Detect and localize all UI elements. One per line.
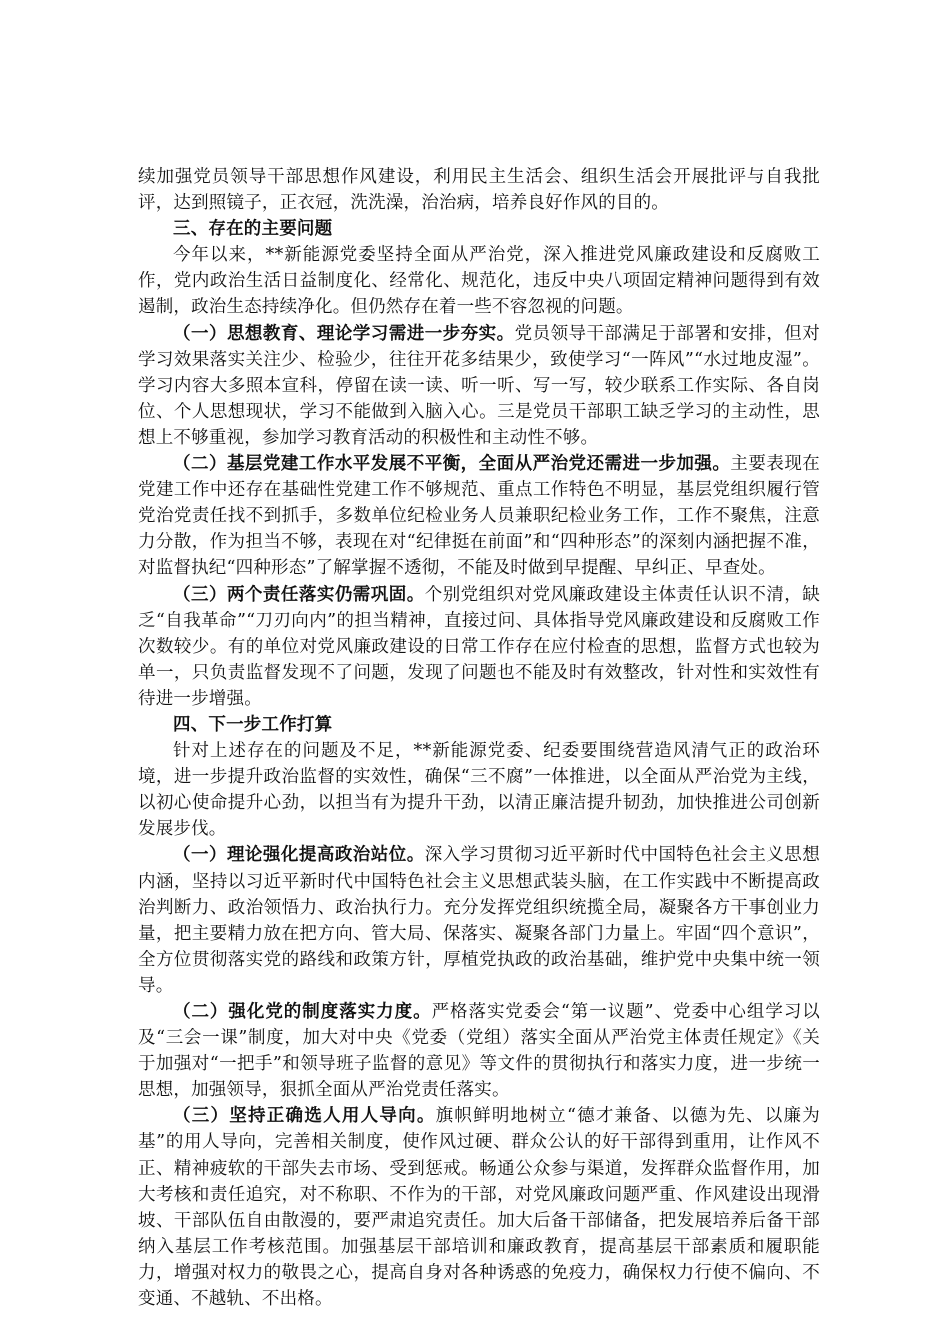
paragraph-plan-1 [138, 842, 820, 999]
subheading-problem-2: （二）基层党建工作水平发展不平衡，全面从严治党还需进一步加强。 [173, 454, 731, 475]
paragraph-problem-3 [138, 582, 820, 712]
subheading-problem-3: （三）两个责任落实仍需巩固。 [173, 584, 425, 605]
paragraph-problems-intro: 今年以来，**新能源党委坚持全面从严治党，深入推进党风廉政建设和反腐败工作，党内政治生活日益制度化、经常化、规范化，违反中央八项固定精神问题得到有效遏制，政治生态持续净化。但仍然存在着一些不容忽视的问题。 [138, 245, 820, 318]
paragraph-plan-3 [138, 1103, 820, 1312]
subheading-problem-1: （一）思想教育、理论学习需进一步夯实。 [173, 323, 515, 344]
paragraph-next-steps-intro: 针对上述存在的问题及不足，**新能源党委、纪委要围绕营造风清气正的政治环境，进一步提升政治监督的实效性，确保“三不腐”一体推进，以全面从严治党为主线，以初心使命提升心劲，以担当有为提升干劲，以清正廉洁提升韧劲，加快推进公司创新发展步伐。 [138, 741, 820, 840]
section-heading-next-steps: 四、下一步工作打算 [173, 714, 333, 735]
paragraph-problem-1 [138, 321, 820, 451]
paragraph-problem-3-text: 个别党组织对党风廉政建设主体责任认识不清，缺乏“自我革命”“刀刃向内”的担当精神，直接过问、具体指导党风廉政建设和反腐败工作次数较少。有的单位对党风廉政建设的日常工作存在应付检查的思想，监督方式也较为单一，只负责监督发现不了问题，发现了问题也不能及时有效整改，针对性和实效性有待进一步增强。 [138, 584, 820, 709]
paragraph-plan-1-text: 深入学习贯彻习近平新时代中国特色社会主义思想内涵，坚持以习近平新时代中国特色社会主义思想武装头脑，在工作实践中不断提高政治判断力、政治领悟力、政治执行力。充分发挥党组织统揽全局，凝聚各方干事创业力量，把主要精力放在把方向、管大局、保落实、凝聚各部门力量上。牢固“四个意识”，全方位贯彻落实党的路线和政策方针，厚植党执政的政治基础，维护党中央集中统一领导。 [138, 845, 820, 996]
paragraph-continuation: 续加强党员领导干部思想作风建设，利用民主生活会、组织生活会开展批评与自我批评，达到照镜子，正衣冠，洗洗澡，治治病，培养良好作风的目的。 [138, 167, 820, 214]
paragraph-problem-1-text: 党员领导干部满足于部署和安排，但对学习效果落实关注少、检验少，往往开花多结果少，致使学习“一阵风”“水过地皮湿”。学习内容大多照本宣科，停留在读一读、听一听、写一写，较少联系工作实际、各自岗位、个人思想现状，学习不能做到入脑入心。三是党员干部职工缺乏学习的主动性，思想上不够重视，参加学习教育活动的积极性和主动性不够。 [138, 323, 820, 448]
paragraph-plan-2 [138, 999, 820, 1103]
paragraph-plan-3-text: 旗帜鲜明地树立“德才兼备、以德为先、以廉为基”的用人导向，完善相关制度，使作风过硬、群众公认的好干部得到重用，让作风不正、精神疲软的干部失去市场、受到惩戒。畅通公众参与渠道，发挥群众监督作用，加大考核和责任追究，对不称职、不作为的干部，对党风廉政问题严重、作风建设出现滑坡、干部队伍自由散漫的，要严肃追究责任。加大后备干部储备，把发展培养后备干部纳入基层工作考核范围。加强基层干部培训和廉政教育，提高基层干部素质和履职能力，增强对权力的敬畏之心，提高自身对各种诱惑的免疫力，确保权力行使不偏向、不变通、不越轨、不出格。 [138, 1106, 820, 1310]
subheading-plan-3: （三）坚持正确选人用人导向。 [173, 1106, 436, 1127]
subheading-plan-2: （二）强化党的制度落实力度。 [173, 1002, 432, 1022]
section-heading-problems: 三、存在的主要问题 [173, 219, 333, 240]
paragraph-problem-2-text: 主要表现在党建工作中还存在基础性党建工作不够规范、重点工作特色不明显，基层党组织履行管党治党责任找不到抓手，多数单位纪检业务人员兼职纪检业务工作，工作不聚焦，注意力分散，作为担当不够，表现在对“纪律挺在前面”和“四种形态”的深刻内涵把握不准，对监督执纪“四种形态”了解掌握不透彻，不能及时做到早提醒、早纠正、早查处。 [138, 454, 820, 579]
document-body [138, 164, 820, 1312]
paragraph-plan-2-text: 严格落实党委会“第一议题”、党委中心组学习以及“三会一课”制度，加大对中央《党委（党组）落实全面从严治党主体责任规定》《关于加强对“一把手”和领导班子监督的意见》等文件的贯彻执行和落实力度，进一步统一思想，加强领导，狠抓全面从严治党责任落实。 [138, 1002, 820, 1101]
subheading-plan-1: （一）理论强化提高政治站位。 [173, 845, 425, 866]
paragraph-problem-2 [138, 451, 820, 581]
